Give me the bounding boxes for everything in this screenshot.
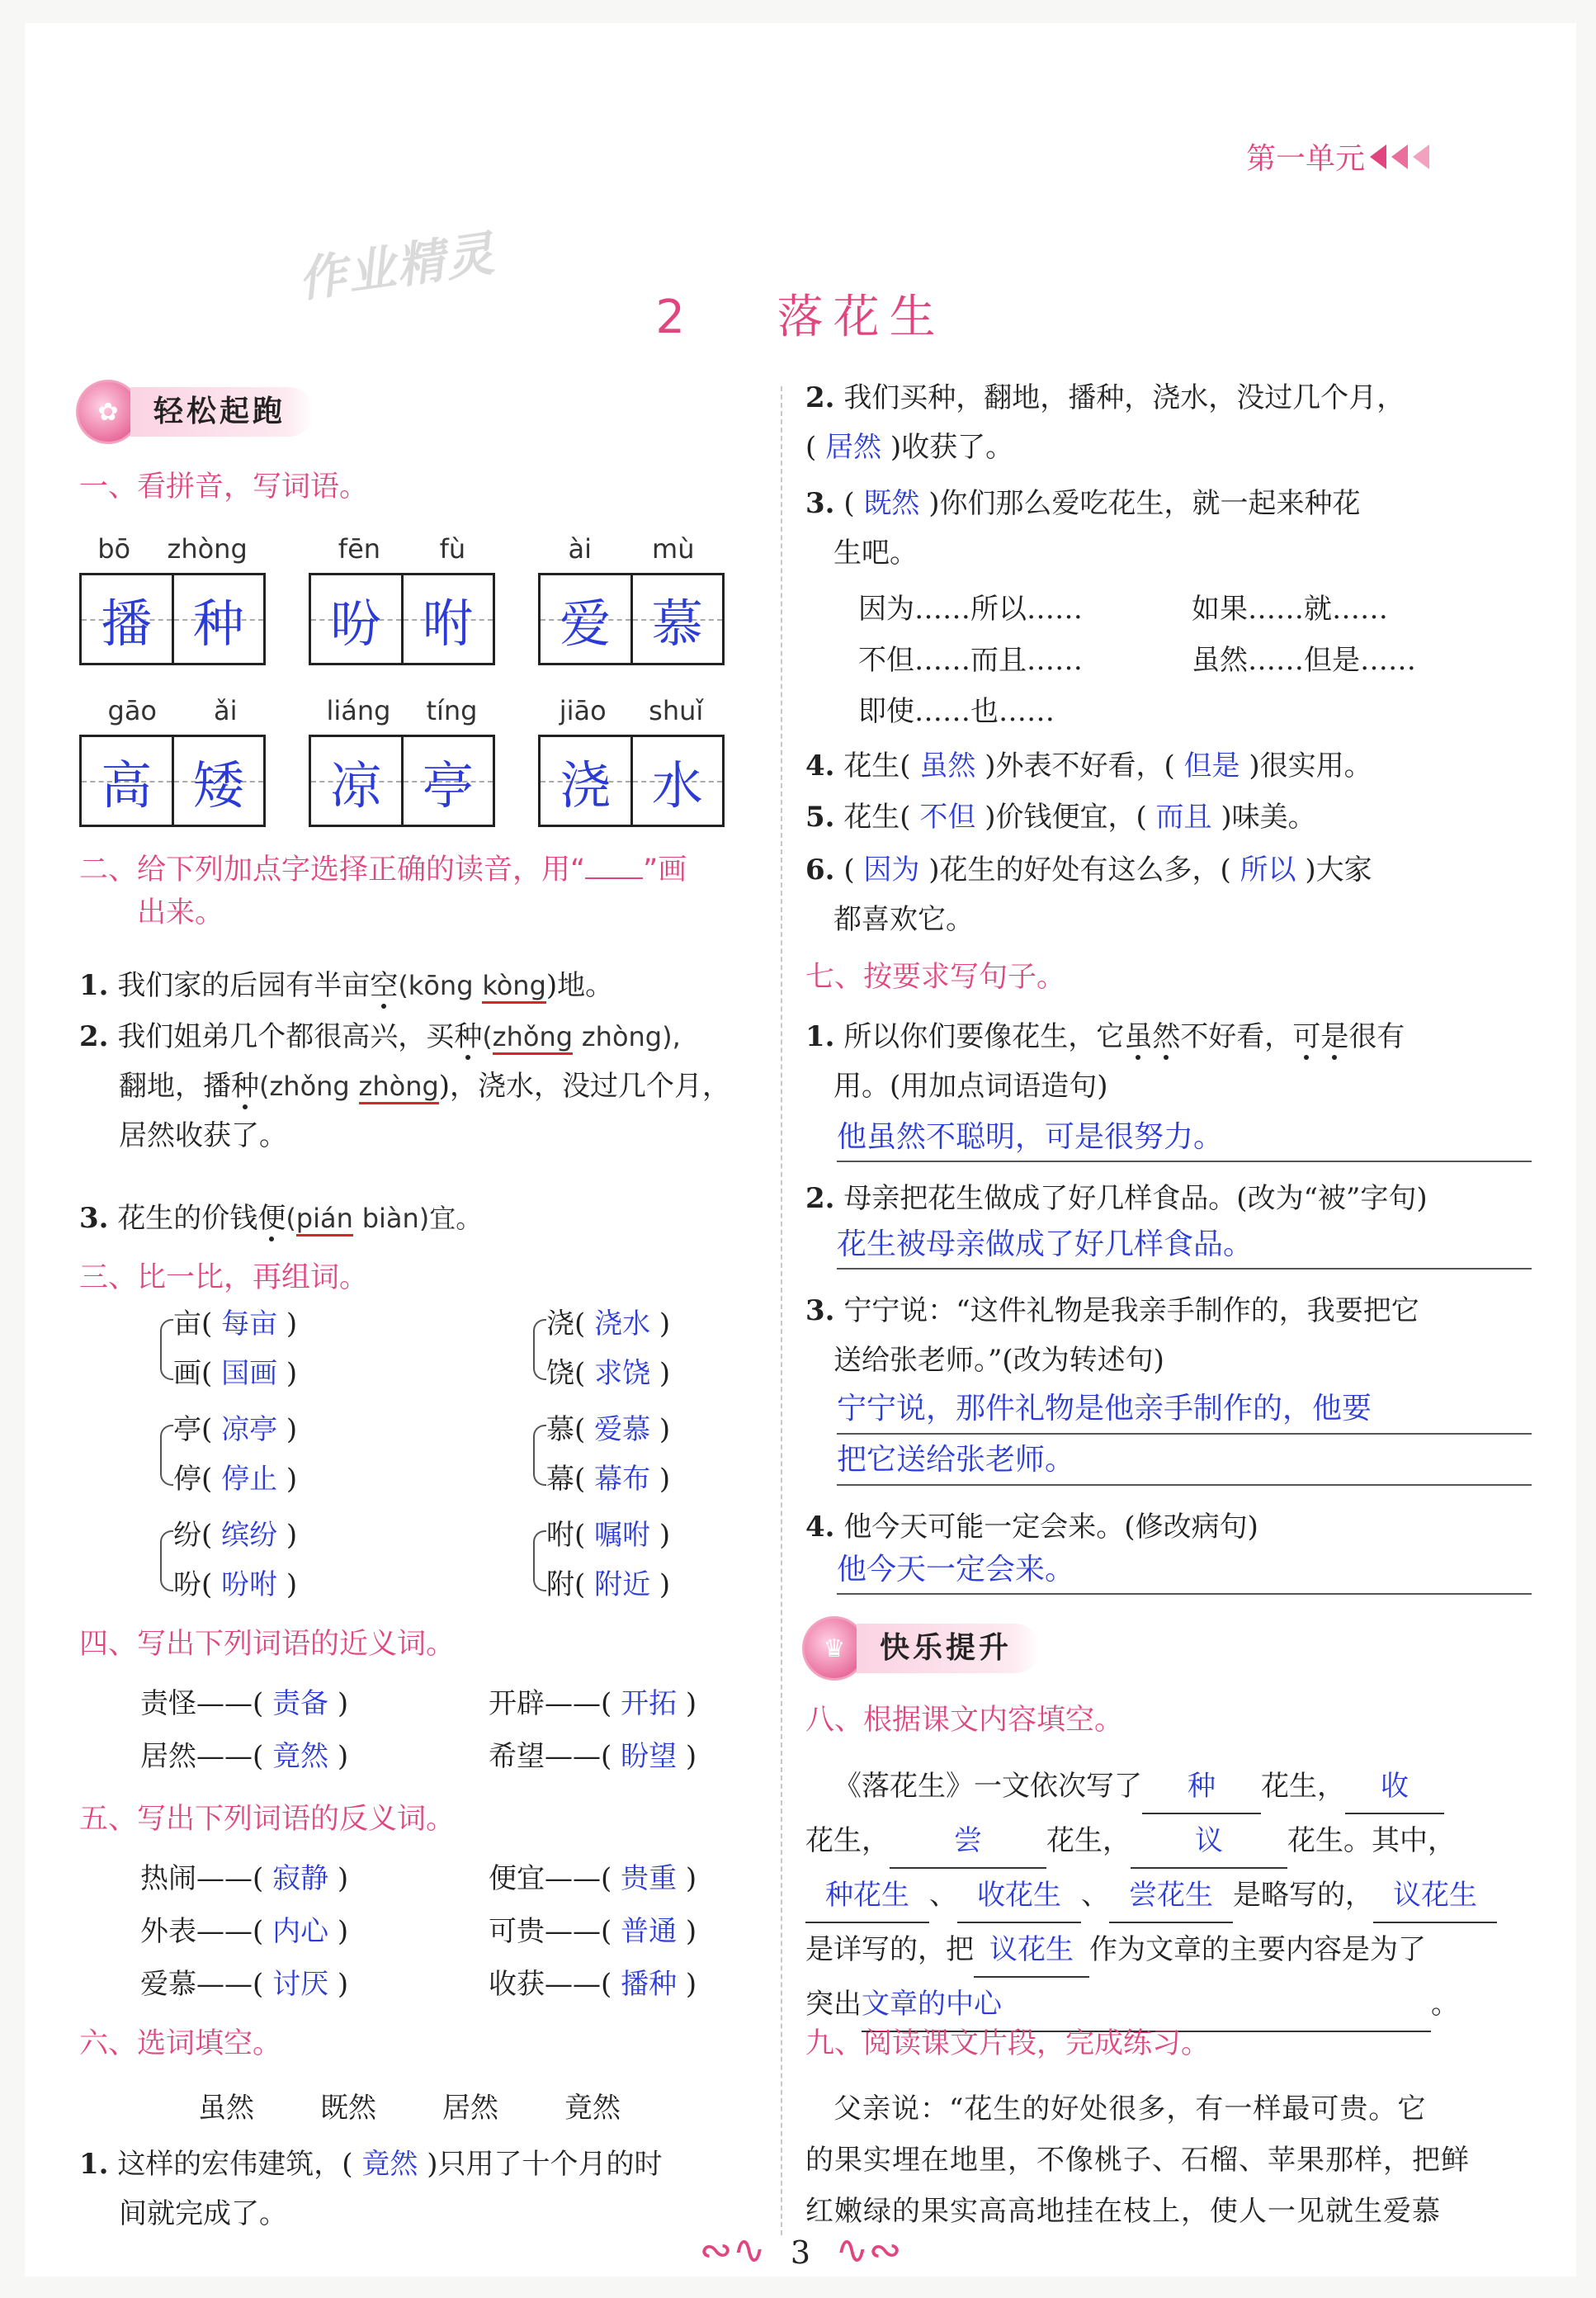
conjunction-pair: 不但……而且…… [858, 644, 1083, 677]
grid-cell: 凉 [311, 737, 401, 825]
conjunction-pair: 即使……也…… [858, 695, 1055, 728]
section-4-title: 四、写出下列词语的近义词。 [79, 1628, 456, 1661]
fill-blank: 议花生 [974, 1923, 1089, 1978]
pinyin-pair [538, 533, 725, 565]
section-1-title: 一、看拼音，写词语。 [79, 470, 369, 504]
writing-grid [538, 735, 725, 827]
lesson-title [25, 281, 1576, 347]
fill-blank: 尝花生 [1109, 1869, 1233, 1923]
writing-grid [79, 573, 266, 665]
antonym-item: 热闹——( 寂静 ) [140, 1862, 349, 1895]
fill-blank: 种花生 [805, 1869, 929, 1923]
pinyin: ài [568, 533, 592, 565]
fill-blank: 尝 [890, 1814, 1046, 1869]
arrow-left-icon [1391, 144, 1408, 169]
answer-line: 他今天一定会来。 [837, 1547, 1532, 1595]
fill-in-passage: 《落花生》一文依次写了 种 花生， 收 花生， 尝 花生， 议 花生。其中， 种花生 、 收花生 、 尝花生 是略写的， 议花生 是详写的，把 议花生 作为文章的主要内容是为了 突出文章的中心 。 [805, 1760, 1532, 2032]
synonym-item: 居然——( 竟然 ) [140, 1740, 349, 1773]
cake-icon: ♛ [802, 1616, 866, 1681]
grid-cell: 水 [630, 737, 723, 825]
writing-grid [309, 735, 495, 827]
fill-blank: 文章的中心 [862, 1978, 1431, 2032]
pinyin: bō [97, 533, 131, 565]
pinyin-pair [79, 533, 266, 565]
answer-line: 花生被母亲做成了好几样食品。 [837, 1222, 1532, 1270]
section-2-title: 二、给下列加点字选择正确的读音，用“ ”画 出来。 [79, 853, 687, 929]
question-6-2: 2. 我们买种，翻地，播种，浇水，没过几个月， ( 居然 )收获了。 [805, 381, 1405, 464]
section-6-title: 六、选词填空。 [79, 2027, 282, 2060]
question-2-3: 3. 花生的价钱便(pián biàn)宜。 [79, 1202, 483, 1235]
compare-group: 浇( 浇水 ) 饶( 求饶 ) [546, 1307, 671, 1390]
pinyin-pair [309, 695, 495, 726]
reading-passage: 父亲说：“花生的好处很多，有一样最可贵。它 的果实埋在地里，不像桃子、石榴、苹果那样，把鲜 红嫩绿的果实高高地挂在枝上，使人一见就生爱慕 [805, 2092, 1470, 2228]
pinyin-pair [309, 533, 495, 565]
pinyin-pair [79, 695, 266, 726]
runner-icon: ✿ [76, 380, 140, 444]
pinyin: mù [652, 533, 695, 565]
worksheet-page [25, 23, 1576, 2277]
question-7-3: 3. 宁宁说：“这件礼物是我亲手制作的，我要把它 送给张老师。”(改为转述句) [805, 1294, 1419, 1377]
grid-cell: 播 [82, 575, 172, 663]
answer-line: 他虽然不聪明，可是很努力。 [837, 1114, 1532, 1162]
fill-blank: 收 [1345, 1760, 1444, 1814]
fill-blank: 议 [1131, 1814, 1287, 1869]
grid-cell: 吩 [311, 575, 401, 663]
question-6-1: 1. 这样的宏伟建筑，( 竟然 )只用了十个月的时 间就完成了。 [79, 2148, 663, 2230]
arrow-left-icon [1413, 144, 1429, 169]
fill-blank: 议花生 [1373, 1869, 1497, 1923]
watermark: 作业精灵 [295, 225, 499, 309]
writing-grid [538, 573, 725, 665]
grid-cell: 爱 [541, 575, 630, 663]
question-7-2: 2. 母亲把花生做成了好几样食品。(改为“被”字句) [805, 1182, 1428, 1215]
compare-group: 咐( 嘱咐 ) 附( 附近 ) [546, 1519, 671, 1601]
question-7-4: 4. 他今天可能一定会来。(修改病句) [805, 1511, 1258, 1544]
pinyin: fēn [338, 533, 381, 565]
pinyin: fù [439, 533, 466, 565]
antonym-item: 可贵——( 普通 ) [489, 1915, 697, 1948]
section-3-title: 三、比一比，再组词。 [79, 1261, 369, 1294]
pinyin: ǎi [214, 695, 238, 726]
pinyin: shuǐ [649, 695, 704, 726]
pinyin: liáng [326, 695, 391, 726]
brace [160, 1425, 173, 1486]
brace [533, 1530, 546, 1591]
section-7-title: 七、按要求写句子。 [805, 961, 1066, 994]
answer-line: 宁宁说，那件礼物是他亲手制作的，他要 [837, 1385, 1532, 1435]
grid-cell: 亭 [401, 737, 493, 825]
brace [533, 1425, 546, 1486]
question-6-3: 3. ( 既然 )你们那么爱吃花生，就一起来种花 生吧。 [805, 487, 1361, 570]
banner-warmup [76, 380, 314, 444]
pinyin: tíng [426, 695, 478, 726]
compare-group: 亩( 每亩 ) 画( 国画 ) [173, 1307, 298, 1390]
pinyin: zhòng [167, 533, 248, 565]
grid-cell: 高 [82, 737, 172, 825]
grid-cell: 浇 [541, 737, 630, 825]
grid-cell: 矮 [172, 737, 264, 825]
pinyin: gāo [107, 695, 157, 726]
answer-underline: pián [296, 1203, 353, 1236]
column-divider [781, 386, 782, 2235]
writing-grid [309, 573, 495, 665]
swirl-ornament-icon: ∾∿ [699, 2227, 766, 2273]
arrow-left-icon [1370, 144, 1386, 169]
question-6-4: 4. 花生( 虽然 )外表不好看，( 但是 )很实用。 [805, 749, 1372, 783]
conjunction-pair: 如果……就…… [1192, 593, 1388, 626]
swirl-ornament-icon: ∿∾ [835, 2227, 902, 2273]
unit-text: 第一单元 [1246, 142, 1366, 176]
page-number: ∾∿ 3 ∿∾ [699, 2227, 902, 2273]
synonym-item: 责怪——( 责备 ) [140, 1687, 349, 1720]
writing-grid [79, 735, 266, 827]
conjunction-pair: 虽然……但是…… [1192, 644, 1416, 677]
brace [160, 1530, 173, 1591]
antonym-item: 外表——( 内心 ) [140, 1915, 349, 1948]
question-7-1: 1. 所以你们要像花生，它虽然不好看，可是很有 用。(用加点词语造句) [805, 1020, 1405, 1103]
grid-cell: 种 [172, 575, 264, 663]
compare-group: 亭( 凉亭 ) 停( 停止 ) [173, 1413, 298, 1496]
answer-underline: zhǒng [493, 1021, 573, 1055]
pinyin: jiāo [559, 695, 607, 726]
antonym-item: 爱慕——( 讨厌 ) [140, 1968, 349, 2001]
compare-group: 纷( 缤纷 ) 吩( 吩咐 ) [173, 1519, 298, 1601]
brace [533, 1319, 546, 1380]
section-5-title: 五、写出下列词语的反义词。 [79, 1803, 456, 1836]
antonym-item: 收获——( 播种 ) [489, 1968, 697, 2001]
lesson-name: 落花生 [777, 291, 946, 344]
answer-line: 把它送给张老师。 [837, 1436, 1532, 1486]
grid-cell: 慕 [630, 575, 723, 663]
question-2-1: 1. 我们家的后园有半亩空(kōng kòng)地。 [79, 969, 614, 1002]
antonym-item: 便宜——( 贵重 ) [489, 1862, 697, 1895]
question-2-2: 2. 我们姐弟几个都很高兴，买种(zhǒng zhòng), 翻地，播种(zhǒng zhòng)，浇水，没过几个月， 居然收获了。 [79, 1020, 731, 1152]
conjunction-pair: 因为……所以…… [858, 593, 1083, 626]
pinyin-pair [538, 695, 725, 726]
synonym-item: 希望——( 盼望 ) [489, 1740, 697, 1773]
section-9-title: 九、阅读课文片段，完成练习。 [805, 2027, 1211, 2060]
compare-group: 慕( 爱慕 ) 幕( 幕布 ) [546, 1413, 671, 1496]
fill-blank: 收花生 [957, 1869, 1081, 1923]
word-choices: 虽然 既然 居然 竟然 [198, 2092, 621, 2125]
synonym-item: 开辟——( 开拓 ) [489, 1687, 697, 1720]
banner-improve [802, 1616, 1040, 1681]
section-8-title: 八、根据课文内容填空。 [805, 1704, 1124, 1737]
answer-underline: kòng [482, 970, 546, 1004]
answer-underline: zhòng [359, 1071, 439, 1104]
question-6-6: 6. ( 因为 )花生的好处有这么多，( 所以 )大家 都喜欢它。 [805, 853, 1372, 936]
question-6-5: 5. 花生( 不但 )价钱便宜，( 而且 )味美。 [805, 801, 1316, 834]
banner-improve-label: 快乐提升 [857, 1624, 1040, 1673]
lesson-number: 2 [655, 291, 695, 344]
brace [160, 1319, 173, 1380]
fill-blank: 种 [1142, 1760, 1261, 1814]
grid-cell: 咐 [401, 575, 493, 663]
banner-warmup-label: 轻松起跑 [130, 387, 314, 437]
unit-label [1246, 135, 1429, 177]
